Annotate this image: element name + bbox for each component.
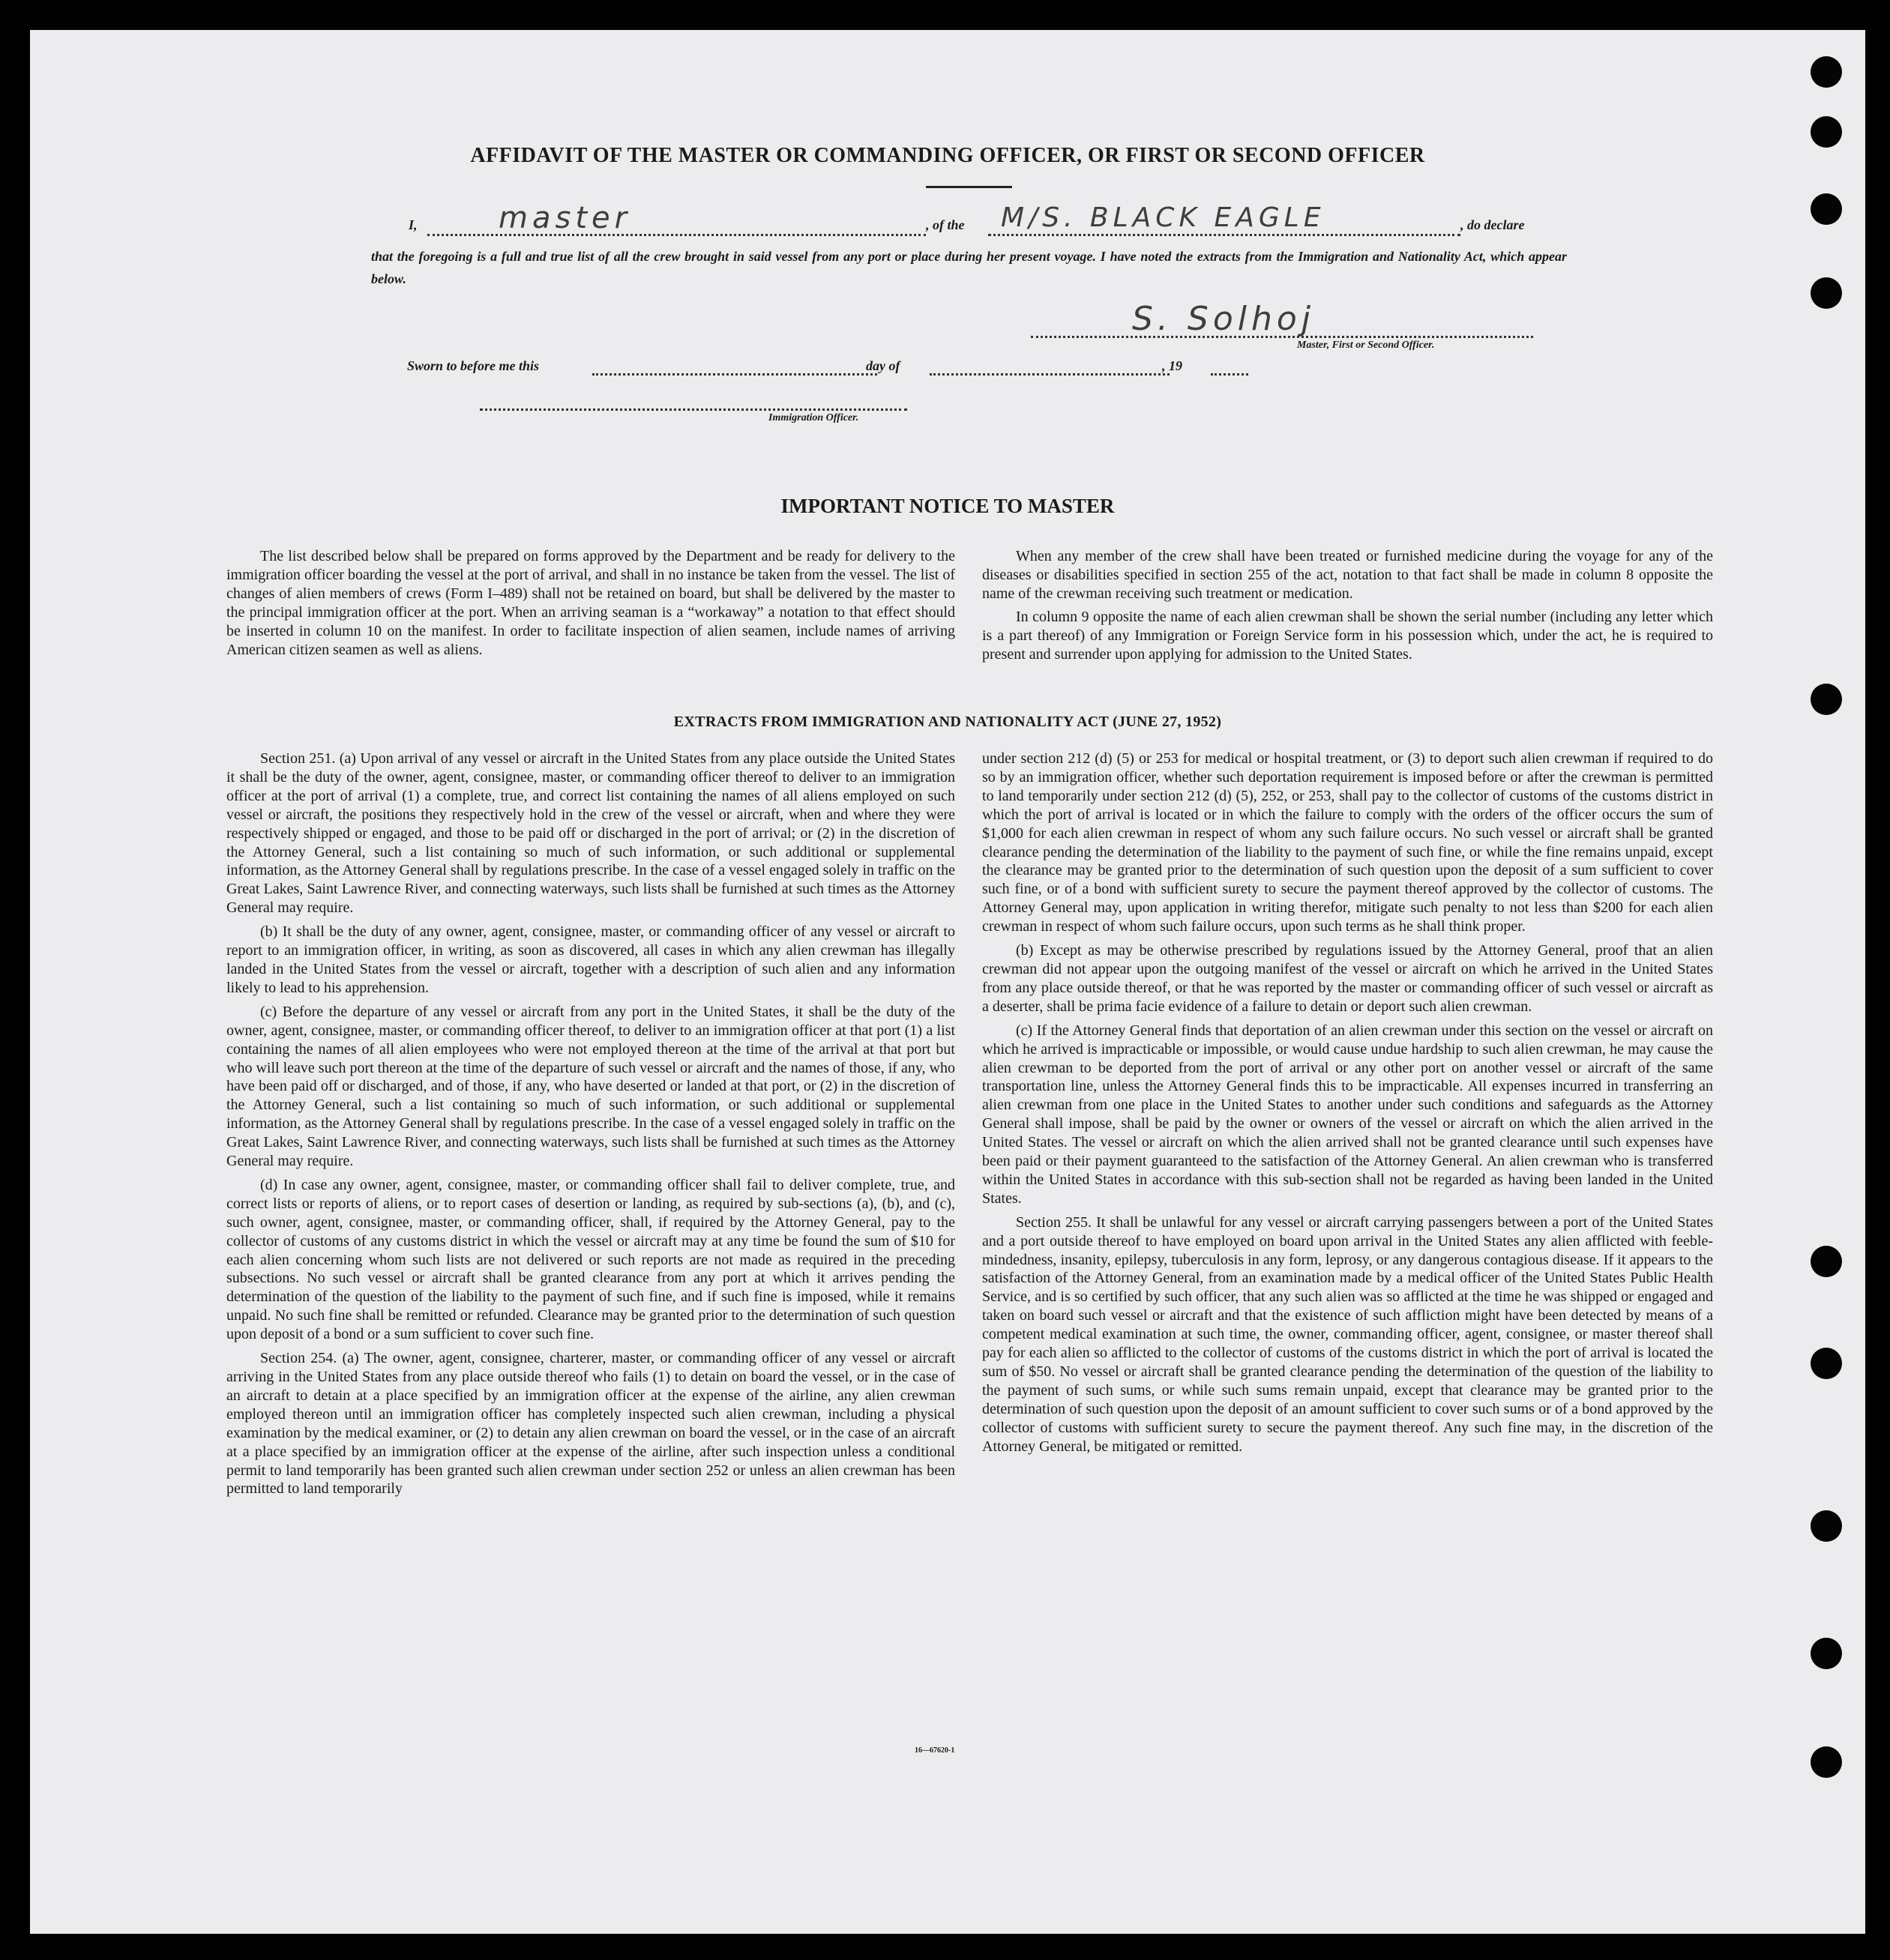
section-251-d: (d) In case any owner, agent, consignee, master, or commanding officer shall fail to deliver complete, true, and correct lists or reports of aliens, or to report cases of desertion or landing, as required by sub-sections (a), (b), and (c), such owner, agent, consignee, master, or commanding officer, shall, if required by the Attorney General, pay to the collector of customs of any customs district in which the vessel or aircraft may at any time be found the sum of $10 for each alien concerning whom such lists are not delivered or such reports are not made as required in the preceding subsections. No such vessel or aircraft shall be granted clearance from any port at which it arrives pending the determination of the question of the liability to the payment of such fine, and if such fine is imposed, while it remains unpaid. No such fine shall be remitted or refunded. Clearance may be granted prior to the determination of such question upon deposit of a bond or a sum sufficient to cover such fine. [226,1176,955,1343]
officer-caption: Immigration Officer. [768,412,859,423]
section-251-a: Section 251. (a) Upon arrival of any vessel or aircraft in the United States from any place outside the United States it shall be the duty of the owner, agent, consignee, master, or commanding officer thereof to deliver to an immigration officer at the port of arrival (1) a complete, true, and correct list containing the names of all aliens employed on such vessel or aircraft, the positions they respectively hold in the crew of the vessel or aircraft, when and where they were respectively shipped or engaged, and those to be paid off or discharged in the port of arrival; or (2) in the discretion of the Attorney General, such a list containing so much of such information, or such additional or supplemental information, as the Attorney General shall by regulations prescribe. In the case of a vessel engaged solely in traffic on the Great Lakes, Saint Lawrence River, and connecting waterways, such lists shall be furnished at such times as the Attorney General may require. [226,750,955,917]
sworn-prefix: Sworn to before me this [407,358,540,373]
form-code: 16—67620-1 [915,1746,955,1755]
affidavit-title: AFFIDAVIT OF THE MASTER OR COMMANDING OFFICER, OR FIRST OR SECOND OFFICER [470,144,1425,167]
punch-hole [1811,1638,1842,1669]
sworn-day-line [592,373,877,376]
punch-hole [1811,116,1842,148]
signature-value: S. Solhoj [1132,300,1316,338]
extracts-left-column [226,750,955,1504]
day-of-label: day of [866,358,900,373]
signature-caption: Master, First or Second Officer. [1297,340,1435,351]
vessel-name-value: M/S. BLACK EAGLE [1001,202,1325,233]
notice-left-paragraph: The list described below shall be prepared on forms approved by the Department and be ready for delivery to the immigration officer boarding the vessel at the port of arrival, and shall in no instance be taken from the vessel. The list of changes of alien members of crews (Form I–489) shall not be retained on board, but shall be delivered by the master to the principal immigration officer at the port. When an arriving seaman is a “workaway” a notation to that effect should be inserted in column 10 on the manifest. In order to facilitate inspection of alien seamen, include names of arriving American citizen seamen as well as aliens. [226,548,955,658]
sworn-month-line [930,373,1170,376]
punch-hole [1811,1246,1842,1277]
extracts-title: EXTRACTS FROM IMMIGRATION AND NATIONALITY ACT (JUNE 27, 1952) [673,714,1222,730]
title-underline [926,186,1012,188]
sworn-year-line [1211,373,1248,376]
master-name-value: master [499,201,632,235]
punch-hole [1811,56,1842,88]
of-the-label: , of the [926,217,965,232]
notice-left-column [226,547,955,664]
affidavit-statement: that the foregoing is a full and true list of all the crew brought in said vessel from any port or place during her present voyage. I have noted the extracts from the Immigration and Nationality Act, which appear below. [371,249,1567,286]
section-254-b: (b) Except as may be otherwise prescribed by regulations issued by the Attorney General, proof that an alien crewman did not appear upon the outgoing manifest of the vessel or aircraft on which he arrived in the United States from any place outside thereof, or that he was reported by the master or commanding officer of such vessel or aircraft as a deserter, shall be prima facie evidence of a failure to detain or deport such alien crewman. [982,942,1713,1015]
section-251-b: (b) It shall be the duty of any owner, agent, consignee, master, or commanding officer of any vessel or aircraft to report to an immigration officer, in writing, as soon as discovered, all cases in which any alien crewman has illegally landed in the United States from the vessel or aircraft, together with a description of such alien and any information likely to lead to his apprehension. [226,923,955,996]
vessel-name-line [988,234,1460,236]
notice-title: IMPORTANT NOTICE TO MASTER [780,495,1115,517]
officer-signature-line [480,408,907,411]
punch-hole [1811,1348,1842,1379]
section-254-c: (c) If the Attorney General finds that deportation of an alien crewman under this section on the vessel or aircraft on which he arrived is impracticable or impossible, or would cause undue hardship to such alien crewman, he may cause the alien crewman to be deported from the port of arrival or any other port on another vessel or aircraft of the same transportation line, unless the Attorney General finds this to be impracticable. All expenses incurred in transferring an alien crewman from one place in the United States to another under such conditions and safeguards as the Attorney General shall impose, shall be paid by the owner or owners of the vessel or aircraft on which the alien arrived in the United States. The vessel or aircraft on which the alien arrived shall not be granted clearance until such expenses have been paid or their payment guaranteed to the satisfaction of the Attorney General. An alien crewman who is transferred within the United States in accordance with this sub-section shall not be regarded as having been landed in the United States. [982,1022,1713,1207]
notice-right-column [982,547,1713,669]
section-254-a: Section 254. (a) The owner, agent, consignee, charterer, master, or commanding officer of any vessel or aircraft arriving in the United States from any place outside thereof who fails (1) to detain on board the vessel, or in the case of an aircraft to detain at a place specified by an immigration officer at the expense of the airline, any alien crewman employed thereon until an immigration officer has completely inspected such alien crewman, including a physical examination by the medical examiner, or (2) to detain any alien crewman on board the vessel, or in the case of an aircraft at a place specified by an immigration officer at the expense of the airline, after such inspection unless a conditional permit to land temporarily has been granted such alien crewman under section 252 or unless an alien crewman has been permitted to land temporarily [226,1350,955,1498]
punch-hole [1811,684,1842,715]
year-label: , 19 [1162,358,1182,373]
declare-label: , do declare [1460,217,1525,232]
section-254-a-continued: under section 212 (d) (5) or 253 for medical or hospital treatment, or (3) to deport such alien crewman if required to do so by an immigration officer, whether such deportation requirement is imposed before or after the crewman is permitted to land temporarily under section 212 (d) (5), 252, or 253, shall pay to the collector of customs of the customs district in which the port of arrival is located or in which the failure to comply with the orders of the officer occurs the sum of $1,000 for each alien crewman in respect of whom any such failure occurs. No such vessel or aircraft shall be granted clearance pending the determination of the liability to the payment of such fine, or while the fine remains unpaid, except the clearance may be granted prior to the determination of such question upon the deposit of a sum sufficient to cover such fine, or of a bond with sufficient surety to secure the payment thereof approved by the collector of customs. The Attorney General may, upon application in writing therefor, mitigate such penalty to not less than $200 for each alien crewman in respect of whom such failure occurs, upon such terms as he shall think proper. [982,750,1713,935]
punch-hole [1811,277,1842,309]
punch-hole [1811,1510,1842,1542]
extracts-right-column [982,750,1713,1462]
declarant-prefix: I, [409,217,418,232]
section-251-c: (c) Before the departure of any vessel or aircraft from any port in the United States, it shall be the duty of the owner, agent, consignee, master, or commanding officer thereof, to deliver to an immigration officer at that port (1) a list containing the names of all alien employees who were not employed thereon at the time of the arrival at that port but who will leave such port thereon at the time of the departure of such vessel or aircraft and the names of those, if any, who have been paid off or discharged, and of those, if any, who have deserted or landed at that port, or (2) in the discretion of the Attorney General, such a list containing so much of such information, or such additional or supplemental information, as the Attorney General shall by regulations prescribe. In the case of a vessel engaged solely in traffic on the Great Lakes, Saint Lawrence River, and connecting waterways, such lists shall be furnished at such times as the Attorney General may require. [226,1003,955,1170]
punch-hole [1811,193,1842,225]
section-255: Section 255. It shall be unlawful for any vessel or aircraft carrying passengers between a port of the United States and a port outside thereof to have employed on board upon arrival in the United States any alien afflicted with feeble-mindedness, insanity, epilepsy, tuberculosis in any form, leprosy, or any dangerous contagious disease. If it appears to the satisfaction of the Attorney General, from an examination made by a medical officer of the United States Public Health Service, and is so certified by such officer, that any such alien was so afflicted at the time he was shipped or engaged and taken on board such vessel or aircraft and that the existence of such affliction might have been detected by means of a competent medical examination at such time, the owner, commanding officer, agent, consignee, or master thereof shall pay for each alien so afflicted to the collector of customs of the customs district in which the port of arrival is located the sum of $50. No vessel or aircraft shall be granted clearance pending the determination of the question of the liability to the payment of such sums, or while such sums remain unpaid, except that clearance may be granted prior to the determination of such question upon the deposit of an amount sufficient to cover such sums or of a bond approved by the collector of customs with sufficient surety to secure the payment thereof. Any such fine may, in the discretion of the Attorney General, be mitigated or remitted. [982,1213,1713,1455]
notice-right-paragraph-1: When any member of the crew shall have been treated or furnished medicine during the voyage for any of the diseases or disabilities specified in section 255 of the act, notation to that fact shall be made in column 8 opposite the name of the crewman receiving such treatment or medication. [982,548,1713,602]
punch-hole [1811,1746,1842,1778]
document-page [30,30,1865,1934]
notice-right-paragraph-2: In column 9 opposite the name of each alien crewman shall be shown the serial number (including any letter which is a part thereof) of any Immigration or Foreign Service form in his possession which, under the act, he is required to present and surrender upon applying for admission to the United States. [982,609,1713,663]
